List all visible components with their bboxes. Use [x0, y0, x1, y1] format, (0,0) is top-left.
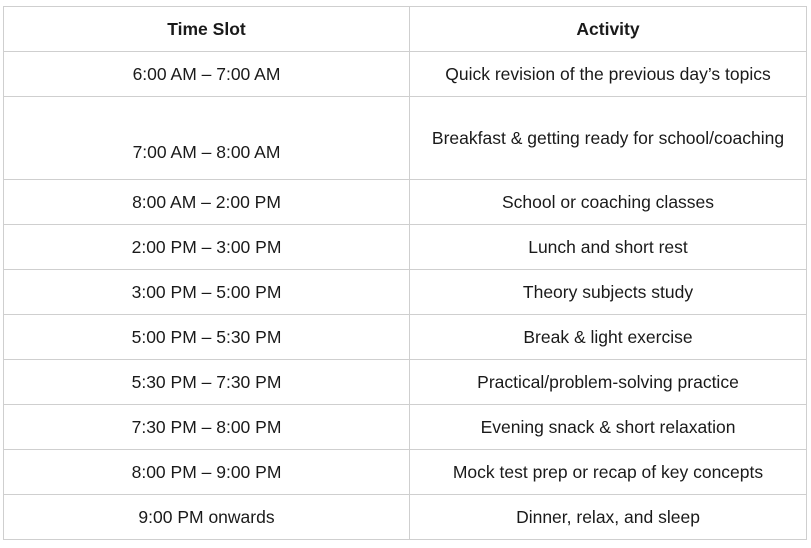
table-row — [4, 405, 807, 450]
time-slot-cell: 9:00 PM onwards — [4, 495, 410, 540]
activity-cell: Mock test prep or recap of key concepts — [410, 450, 807, 495]
table-row — [4, 495, 807, 540]
header-activity: Activity — [410, 7, 807, 52]
time-slot-cell: 7:00 AM – 8:00 AM — [4, 97, 410, 180]
table-row — [4, 180, 807, 225]
table-row — [4, 270, 807, 315]
activity-cell: Quick revision of the previous day’s topics — [410, 52, 807, 97]
activity-cell: Breakfast & getting ready for school/coaching — [410, 97, 807, 180]
table-header-row — [4, 7, 807, 52]
activity-cell: Practical/problem-solving practice — [410, 360, 807, 405]
table-row — [4, 360, 807, 405]
table-row — [4, 52, 807, 97]
activity-cell: Dinner, relax, and sleep — [410, 495, 807, 540]
table-row — [4, 450, 807, 495]
time-slot-cell: 3:00 PM – 5:00 PM — [4, 270, 410, 315]
time-slot-cell: 8:00 AM – 2:00 PM — [4, 180, 410, 225]
time-slot-cell: 8:00 PM – 9:00 PM — [4, 450, 410, 495]
activity-cell: School or coaching classes — [410, 180, 807, 225]
activity-cell: Break & light exercise — [410, 315, 807, 360]
time-slot-cell: 5:30 PM – 7:30 PM — [4, 360, 410, 405]
time-slot-cell: 5:00 PM – 5:30 PM — [4, 315, 410, 360]
time-slot-cell: 2:00 PM – 3:00 PM — [4, 225, 410, 270]
schedule-table — [3, 6, 807, 540]
time-slot-cell: 6:00 AM – 7:00 AM — [4, 52, 410, 97]
schedule-table-container — [3, 6, 807, 540]
header-time-slot: Time Slot — [4, 7, 410, 52]
activity-cell: Theory subjects study — [410, 270, 807, 315]
activity-cell: Evening snack & short relaxation — [410, 405, 807, 450]
table-row — [4, 225, 807, 270]
table-row — [4, 97, 807, 180]
table-row — [4, 315, 807, 360]
activity-cell: Lunch and short rest — [410, 225, 807, 270]
time-slot-cell: 7:30 PM – 8:00 PM — [4, 405, 410, 450]
